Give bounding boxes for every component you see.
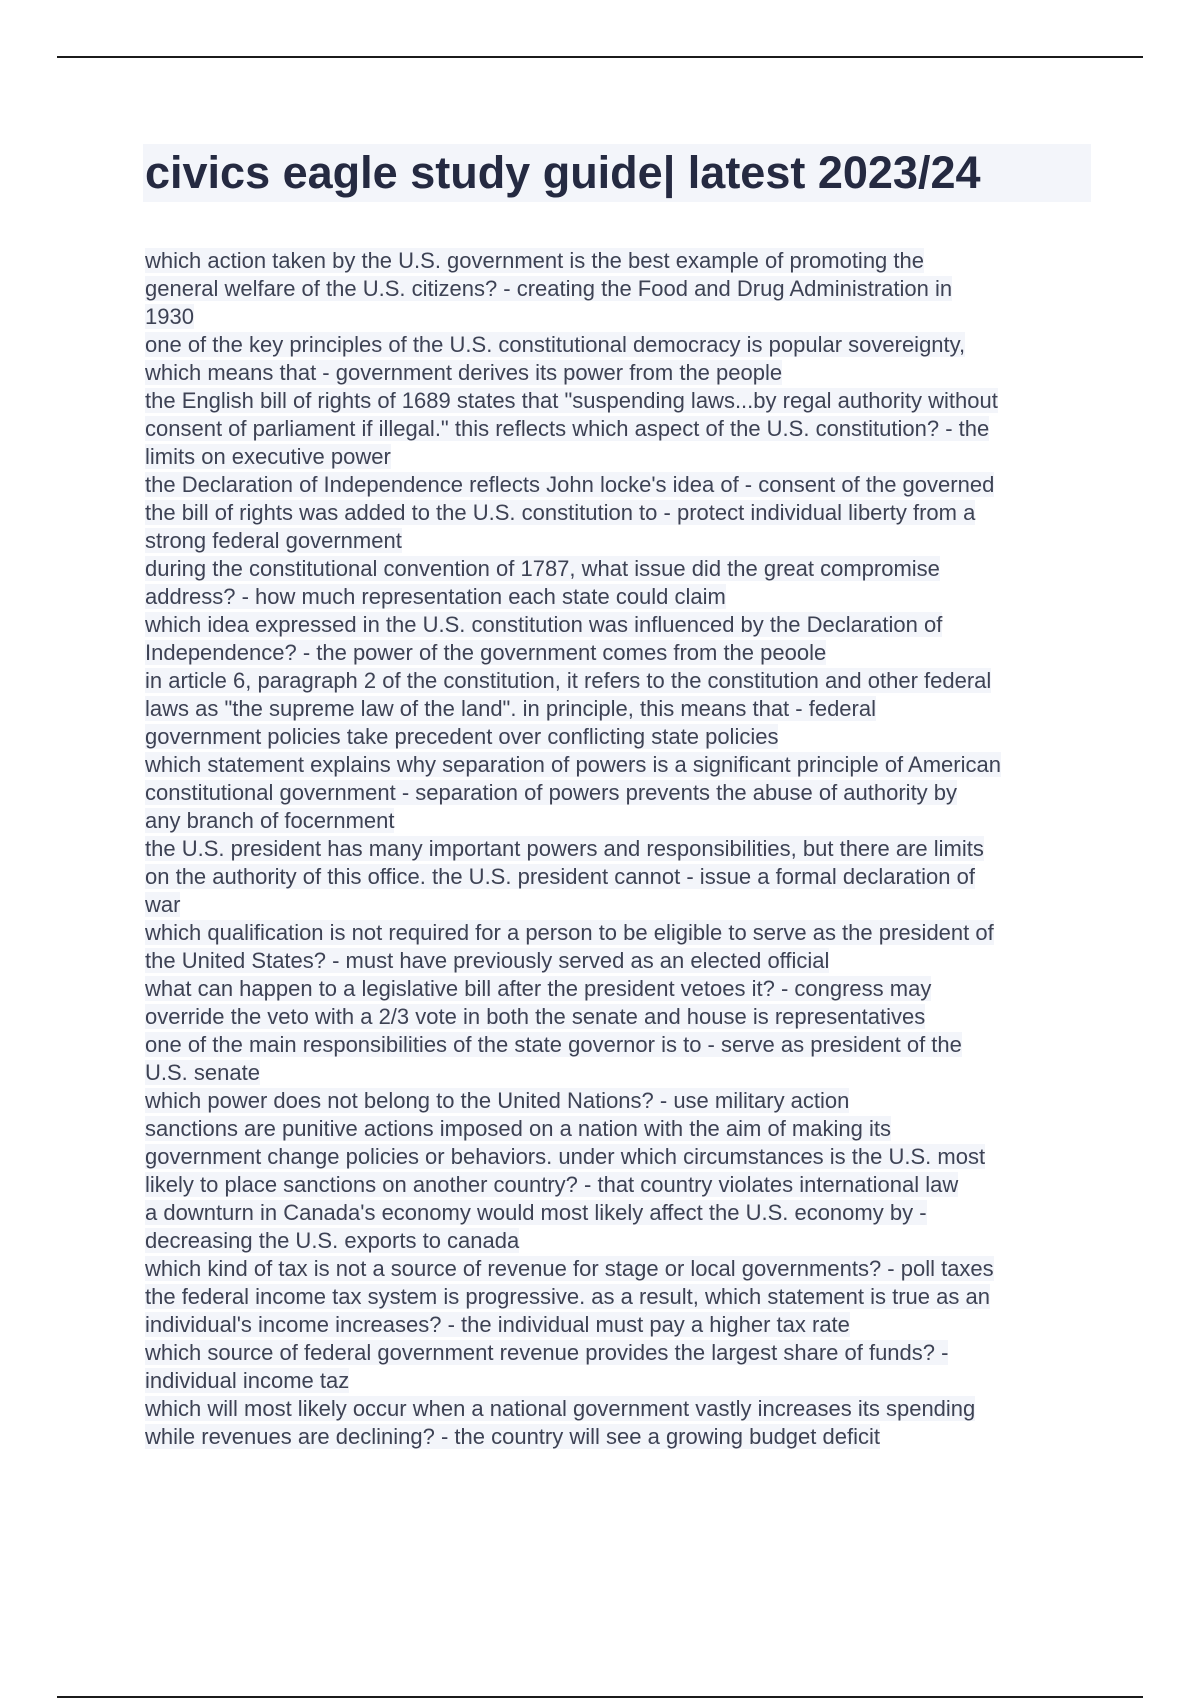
qa-line xyxy=(145,639,1095,667)
qa-line xyxy=(145,1311,1095,1339)
qa-line-text: the Declaration of Independence reflects John locke's idea of - consent of the governed xyxy=(145,472,995,497)
qa-line xyxy=(145,863,1095,891)
qa-item xyxy=(145,471,1095,499)
qa-item xyxy=(145,667,1095,751)
qa-line xyxy=(145,1087,1095,1115)
qa-line-text: one of the main responsibilities of the state governor is to - serve as president of the xyxy=(145,1032,962,1057)
qa-line-text: the bill of rights was added to the U.S. constitution to - protect individual liberty from a xyxy=(145,500,976,525)
qa-line-text: 1930 xyxy=(145,304,194,329)
qa-line-text: which will most likely occur when a national government vastly increases its spending xyxy=(145,1396,976,1421)
qa-list xyxy=(145,247,1095,1451)
qa-line-text: laws as "the supreme law of the land". in principle, this means that - federal xyxy=(145,696,876,721)
bottom-rule xyxy=(57,1696,1143,1698)
qa-item xyxy=(145,1199,1095,1255)
qa-line xyxy=(145,947,1095,975)
qa-line xyxy=(145,275,1095,303)
qa-line-text: which qualification is not required for a person to be eligible to serve as the president of xyxy=(145,920,994,945)
qa-line-text: the federal income tax system is progressive. as a result, which statement is true as an xyxy=(145,1284,990,1309)
qa-item xyxy=(145,247,1095,331)
qa-line-text: which source of federal government revenue provides the largest share of funds? - xyxy=(145,1340,949,1365)
qa-line xyxy=(145,443,1095,471)
qa-line-text: war xyxy=(145,892,181,917)
qa-item xyxy=(145,835,1095,919)
qa-line xyxy=(145,1199,1095,1227)
qa-line-text: limits on executive power xyxy=(145,444,391,469)
qa-line-text: which means that - government derives its power from the people xyxy=(145,360,783,385)
qa-line-text: override the veto with a 2/3 vote in both the senate and house is representatives xyxy=(145,1004,926,1029)
qa-item xyxy=(145,1115,1095,1199)
qa-line xyxy=(145,555,1095,583)
qa-line-text: address? - how much representation each state could claim xyxy=(145,584,726,609)
qa-line-text: one of the key principles of the U.S. constitutional democracy is popular sovereignty, xyxy=(145,332,966,357)
document-title: civics eagle study guide| latest 2023/24 xyxy=(145,147,981,198)
qa-item xyxy=(145,1031,1095,1087)
qa-line-text: a downturn in Canada's economy would most likely affect the U.S. economy by - xyxy=(145,1200,927,1225)
qa-line-text: in article 6, paragraph 2 of the constitution, it refers to the constitution and other federal xyxy=(145,668,992,693)
qa-line-text: decreasing the U.S. exports to canada xyxy=(145,1228,520,1253)
qa-item xyxy=(145,919,1095,975)
qa-item xyxy=(145,751,1095,835)
qa-line-text: during the constitutional convention of 1787, what issue did the great compromise xyxy=(145,556,940,581)
qa-line xyxy=(145,611,1095,639)
qa-line xyxy=(145,1003,1095,1031)
qa-line xyxy=(145,1115,1095,1143)
qa-line-text: individual income taz xyxy=(145,1368,350,1393)
qa-line xyxy=(145,807,1095,835)
qa-line-text: likely to place sanctions on another country? - that country violates international law xyxy=(145,1172,959,1197)
qa-line-text: U.S. senate xyxy=(145,1060,260,1085)
qa-item xyxy=(145,1087,1095,1115)
qa-line-text: constitutional government - separation of powers prevents the abuse of authority by xyxy=(145,780,958,805)
qa-line xyxy=(145,1143,1095,1171)
qa-line-text: general welfare of the U.S. citizens? - creating the Food and Drug Administration in xyxy=(145,276,953,301)
qa-line-text: government policies take precedent over conflicting state policies xyxy=(145,724,779,749)
qa-line xyxy=(145,331,1095,359)
qa-line-text: which power does not belong to the United Nations? - use military action xyxy=(145,1088,850,1113)
qa-line xyxy=(145,667,1095,695)
qa-line xyxy=(145,891,1095,919)
qa-line xyxy=(145,1031,1095,1059)
qa-line xyxy=(145,1227,1095,1255)
qa-line xyxy=(145,1367,1095,1395)
qa-line-text: Independence? - the power of the government comes from the peoole xyxy=(145,640,827,665)
qa-item xyxy=(145,331,1095,387)
qa-line-text: consent of parliament if illegal." this reflects which aspect of the U.S. constitution? - the xyxy=(145,416,990,441)
qa-line xyxy=(145,1059,1095,1087)
qa-line-text: which action taken by the U.S. government is the best example of promoting the xyxy=(145,248,924,273)
qa-item xyxy=(145,975,1095,1031)
qa-line-text: which statement explains why separation of powers is a significant principle of American xyxy=(145,752,1001,777)
qa-line-text: individual's income increases? - the individual must pay a higher tax rate xyxy=(145,1312,850,1337)
qa-line xyxy=(145,359,1095,387)
qa-line-text: what can happen to a legislative bill after the president vetoes it? - congress may xyxy=(145,976,932,1001)
qa-line-text: government change policies or behaviors. under which circumstances is the U.S. most xyxy=(145,1144,986,1169)
qa-line xyxy=(145,499,1095,527)
qa-line-text: sanctions are punitive actions imposed on a nation with the aim of making its xyxy=(145,1116,891,1141)
qa-item xyxy=(145,1283,1095,1339)
qa-item xyxy=(145,387,1095,471)
qa-item xyxy=(145,1255,1095,1283)
top-rule xyxy=(57,56,1143,58)
qa-line xyxy=(145,583,1095,611)
qa-item xyxy=(145,1339,1095,1395)
qa-line-text: strong federal government xyxy=(145,528,402,553)
qa-line xyxy=(145,471,1095,499)
qa-line xyxy=(145,527,1095,555)
qa-line xyxy=(145,1395,1095,1423)
qa-item xyxy=(145,499,1095,555)
qa-line-text: the United States? - must have previously served as an elected official xyxy=(145,948,830,973)
qa-line xyxy=(145,723,1095,751)
qa-line xyxy=(145,1255,1095,1283)
qa-item xyxy=(145,1395,1095,1451)
qa-line xyxy=(145,779,1095,807)
qa-line xyxy=(145,835,1095,863)
qa-line-text: on the authority of this office. the U.S. president cannot - issue a formal declaration of xyxy=(145,864,975,889)
qa-line xyxy=(145,751,1095,779)
qa-line xyxy=(145,247,1095,275)
qa-line xyxy=(145,695,1095,723)
qa-line-text: the English bill of rights of 1689 states that "suspending laws...by regal authority without xyxy=(145,388,998,413)
title-banner xyxy=(143,144,1091,202)
qa-line xyxy=(145,1171,1095,1199)
qa-line xyxy=(145,1423,1095,1451)
qa-line-text: the U.S. president has many important powers and responsibilities, but there are limits xyxy=(145,836,984,861)
qa-line xyxy=(145,415,1095,443)
qa-line-text: which kind of tax is not a source of revenue for stage or local governments? - poll taxes xyxy=(145,1256,994,1281)
qa-line xyxy=(145,387,1095,415)
qa-item xyxy=(145,555,1095,611)
qa-line-text: which idea expressed in the U.S. constitution was influenced by the Declaration of xyxy=(145,612,943,637)
qa-line xyxy=(145,1283,1095,1311)
qa-line xyxy=(145,303,1095,331)
qa-line xyxy=(145,1339,1095,1367)
qa-line-text: any branch of focernment xyxy=(145,808,395,833)
qa-line xyxy=(145,975,1095,1003)
qa-line xyxy=(145,919,1095,947)
qa-line-text: while revenues are declining? - the country will see a growing budget deficit xyxy=(145,1424,880,1449)
qa-item xyxy=(145,611,1095,667)
